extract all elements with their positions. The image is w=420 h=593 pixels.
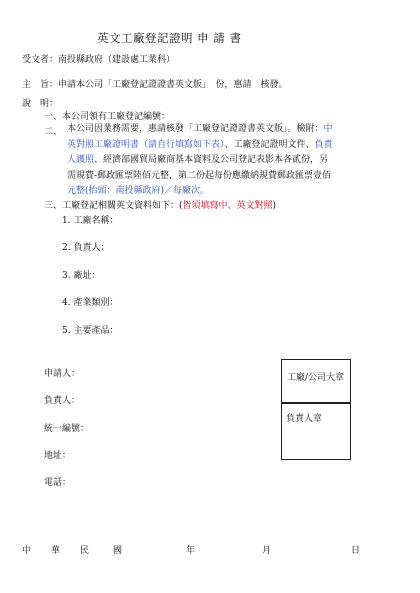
item-two-highlight: 負責 [314,139,333,150]
date-min: 民 [80,546,90,556]
item-two-line-1 [67,122,407,138]
item-two-line-4 [67,169,407,185]
item-two-highlight: 人護照 [67,155,95,165]
item-two-line-5 [67,184,407,200]
owner-label: 負責人： [44,396,81,406]
field-address: 3. 廠址： [62,271,101,281]
date-zhong: 中 [22,546,32,556]
recipient-line [22,54,175,66]
subject-label: 主 旨： [22,80,59,90]
phone-label: 電話： [44,478,72,488]
item-two-line-2 [67,138,407,154]
recipient-value: 南投縣政府（建設處工業科） [58,55,176,65]
item-one-text: 本公司領有工廠登記編號： [62,112,171,122]
owner-seal-box [281,403,351,460]
date-hua: 華 [51,546,61,556]
date-day: 日 [351,546,361,556]
tax-id-label: 統一編號： [44,424,90,434]
item-two-highlight: 英對照工廠證明書（請自行填寫如下表） [67,139,225,150]
factory-seal-text: 工廠/公司大章 [287,373,345,383]
item-two-number: 二、 [44,127,63,137]
field-products: 5. 主要產品： [62,326,119,336]
owner-seal-label: 負責人章 [286,414,323,424]
item-three-number: 三、 [44,201,63,211]
date-month: 月 [262,546,272,556]
item-three-note: 皆須填寫中、英文對照 [182,201,273,211]
address-label: 地址： [44,451,72,461]
item-two-paragraph [67,122,407,200]
item-three [44,200,276,212]
subject-line [22,79,288,91]
date-year: 年 [186,546,196,556]
item-two-text: 本公司因業務需要，惠請核發「工廠登記證證書英文版」。檢附： [67,124,324,134]
field-owner: 2. 負責人： [62,243,110,253]
item-two-text: 、經濟部國貿局廠商基本資料及公司登記表影本各貳份，另 [94,155,329,165]
item-two-line-3 [67,153,407,169]
explanation-label: 說 明： [22,99,59,109]
document-title: 英文工廠登記證明 申 請 書 [97,31,242,45]
factory-seal-label [287,368,347,388]
applicant-label: 申請人： [44,369,81,379]
subject-text: 申請本公司「工廠登記證證書英文版」 份，惠請 核發。 [58,80,288,90]
recipient-label: 受文者： [22,55,59,65]
item-two-text: 、工廠登記證明文件、 [224,139,315,150]
item-three-text: 工廠登記相關英文資料如下：( [62,201,183,211]
date-guo: 國 [113,546,123,556]
field-factory-name: 1. 工廠名稱： [62,216,119,226]
item-two-text: 需規費-郵政匯票陸佰元整，第二份起每份應繳納規費郵政匯票壹佰 [67,170,332,181]
field-industry: 4. 產業類別： [62,298,119,308]
item-two-highlight: 元整(抬頭：南投縣政府)／每廠次。 [67,186,210,196]
item-two-highlight: 中 [323,124,333,134]
item-three-close: ) [272,201,277,211]
item-one-number: 一、 [44,112,63,122]
